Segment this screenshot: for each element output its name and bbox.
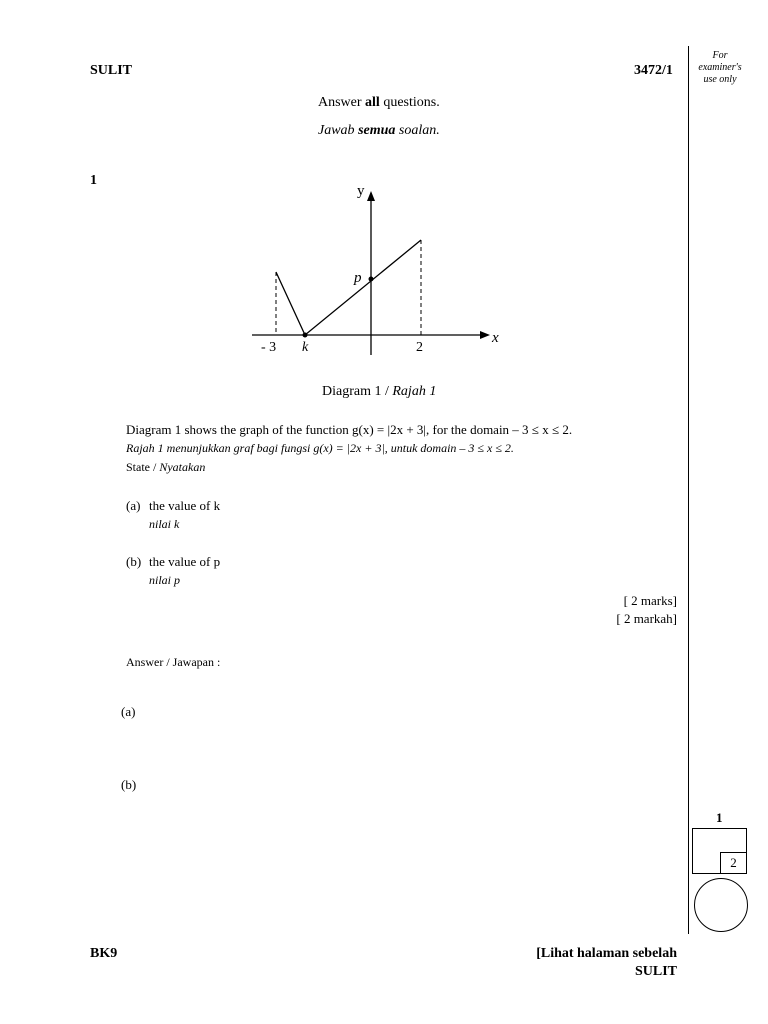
- state-italic: Nyatakan: [159, 460, 206, 474]
- question-text-english: Diagram 1 shows the graph of the function g(x) = |2x + 3|, for the domain – 3 ≤ x ≤ 2.: [126, 422, 573, 437]
- footer-next-page: [Lihat halaman sebelah: [536, 946, 677, 961]
- paper-code: 3472/1: [634, 63, 673, 78]
- tick-2: 2: [416, 340, 423, 355]
- part-a-label: (a): [126, 498, 141, 513]
- state-prefix: State /: [126, 460, 160, 474]
- part-b-label: (b): [126, 554, 142, 569]
- p-label: p: [354, 270, 362, 286]
- instruction-malay-bold: semua: [358, 123, 396, 138]
- point-p: [369, 277, 374, 282]
- marks-malay: [ 2 markah]: [616, 611, 677, 626]
- examiner-score-circle: [694, 878, 748, 932]
- point-k: [303, 333, 308, 338]
- part-b-malay: nilai p: [149, 573, 181, 587]
- question-number: 1: [90, 173, 97, 188]
- graph-line: [276, 240, 421, 335]
- caption-italic: Rajah 1: [392, 384, 437, 399]
- diagram-1: [0, 0, 768, 400]
- state-label: [126, 460, 205, 475]
- instruction-malay-suffix: soalan.: [395, 123, 440, 138]
- instruction-malay-prefix: Jawab: [318, 123, 359, 138]
- part-a-text: the value of k: [149, 498, 221, 513]
- examiner-total-marks: 2: [720, 852, 747, 874]
- y-axis-label: y: [357, 183, 365, 199]
- part-a-malay: nilai k: [149, 517, 180, 531]
- answer-b-label: (b): [121, 777, 137, 792]
- tick-neg3: - 3: [261, 340, 277, 355]
- marks-english: [ 2 marks]: [623, 593, 677, 608]
- tick-k: k: [302, 340, 309, 355]
- header-sulit: SULIT: [90, 63, 133, 78]
- y-axis-arrow: [367, 191, 375, 201]
- examiner-note-line-3: use only: [703, 74, 737, 85]
- instruction-bold: all: [365, 95, 380, 110]
- question-text-malay: Rajah 1 menunjukkan graf bagi fungsi g(x) = |2x + 3|, untuk domain – 3 ≤ x ≤ 2.: [126, 441, 514, 455]
- x-axis-label: x: [492, 330, 499, 346]
- examiner-note-line-2: examiner's: [698, 62, 742, 73]
- answer-label: Answer / Jawapan :: [126, 655, 221, 669]
- footer-code: BK9: [90, 946, 118, 961]
- examiner-question-number: 1: [716, 810, 723, 825]
- answer-a-label: (a): [121, 704, 136, 719]
- caption-text: Diagram 1 /: [322, 384, 393, 399]
- x-axis-arrow: [480, 331, 490, 339]
- instruction-suffix: questions.: [379, 95, 440, 110]
- part-b-text: the value of p: [149, 554, 221, 569]
- examiner-note-line-1: For: [712, 50, 728, 61]
- instruction-prefix: Answer: [318, 95, 366, 110]
- footer-sulit: SULIT: [634, 964, 677, 979]
- diagram-caption: [322, 384, 436, 400]
